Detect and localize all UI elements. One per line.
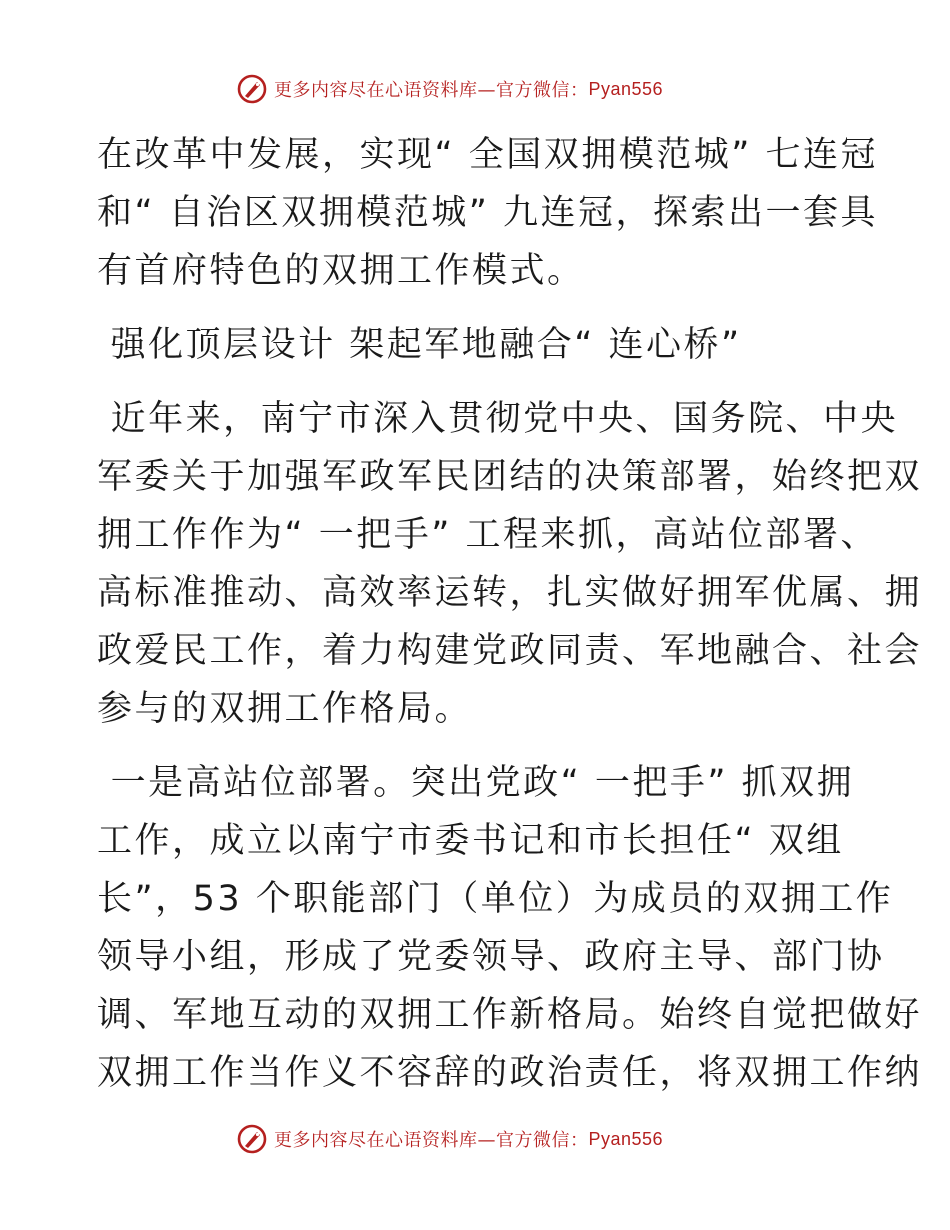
watermark-text: 更多内容尽在心语资料库—官方微信： (274, 80, 589, 101)
body-text (97, 0, 923, 1093)
watermark-text: 更多内容尽在心语资料库—官方微信： (274, 1130, 589, 1151)
body-line: 有首府特色的双拥工作模式。 (97, 251, 585, 291)
body-line: 调、军地互动的双拥工作新格局。始终自觉把做好 (97, 995, 923, 1035)
pen-nib-logo-icon (236, 1123, 268, 1155)
body-line: 政爱民工作，着力构建党政同责、军地融合、社会 (97, 631, 923, 671)
watermark-wechat-id: Pyan556 (588, 1128, 664, 1149)
body-line: 一是高站位部署。突出党政“ 一把手” 抓双拥 (97, 763, 855, 803)
body-line: 军委关于加强军政军民团结的决策部署，始终把双 (97, 457, 923, 497)
section-heading: 强化顶层设计 架起军地融合“ 连心桥” (97, 325, 742, 365)
watermark-wechat-id: Pyan556 (588, 78, 664, 99)
body-line: 参与的双拥工作格局。 (97, 689, 473, 729)
body-line: 拥工作作为“ 一把手” 工程来抓，高站位部署、 (97, 515, 879, 555)
footer-watermark (236, 1121, 663, 1157)
body-line: 工作，成立以南宁市委书记和市长担任“ 双组 (97, 821, 844, 861)
body-line: 领导小组，形成了党委领导、政府主导、部门协 (97, 937, 885, 977)
body-line: 在改革中发展，实现“ 全国双拥模范城” 七连冠 (97, 135, 879, 175)
body-line: 和“ 自治区双拥模范城” 九连冠，探索出一套具 (97, 193, 879, 233)
body-line: 高标准推动、高效率运转，扎实做好拥军优属、拥 (97, 573, 923, 613)
body-line: 近年来，南宁市深入贯彻党中央、国务院、中央 (97, 399, 899, 439)
body-line: 长”，53 个职能部门（单位）为成员的双拥工作 (97, 879, 894, 919)
body-line: 双拥工作当作义不容辞的政治责任，将双拥工作纳 (97, 1053, 923, 1093)
